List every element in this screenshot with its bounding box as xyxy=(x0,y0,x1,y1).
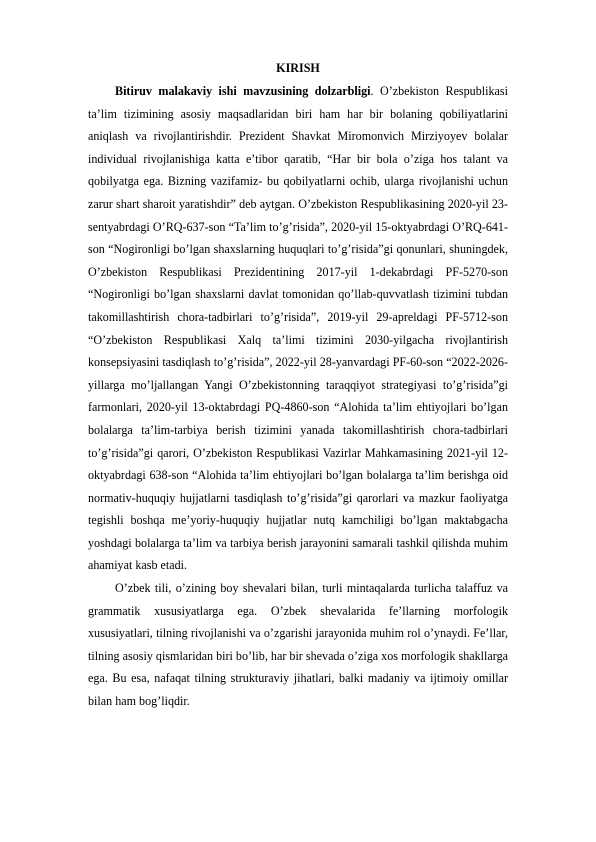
document-body xyxy=(88,56,508,713)
section-title: KIRISH xyxy=(276,61,320,75)
paragraph-relevance xyxy=(88,80,508,577)
paragraph-lead: Bitiruv malakaviy ishi mavzusining dolzarbligi xyxy=(115,84,371,98)
paragraph-text: . O’zbekiston Respublikasi ta’lim tizimining asosiy maqsadlaridan biri ham har bir bolaning qobiliyatlarini aniqlash va rivojlantirishdir. Prezident Shavkat Miromonvich Mirziyoyev bolalar individual rivojlanishiga katta e’tibor qaratib, “Har bir bola o’ziga hos talant va qobilyatga ega. Bizning vazifamiz- bu qobilyatlarni ochib, ularga rivojlanishi uchun zarur shart sharoit yaratishdir” deb aytgan. O’zbekiston Respublikasining 2020-yil 23-sentyabrdagi O’RQ-637-son “Ta’lim to’g’risida”, 2020-yil 15-oktyabrdagi O’RQ-641-son “Nogironligi bo’lgan shaxslarning huquqlari to’g’risida”gi qonunlari, shuningdek, O’zbekiston Respublikasi Prezidentining 2017-yil 1-dekabrdagi PF-5270-son “Nogironligi bo’lgan shaxslarni davlat tomonidan qo’llab-quvvatlash tizimini tubdan takomillashtirish chora-tadbirlari to’g’risida”, 2019-yil 29-apreldagi PF-5712-son “O’zbekiston Respublikasi Xalq ta’limi tizimini 2030-yilgacha rivojlantirish konsepsiyasini tasdiqlash to’g’risida”, 2022-yil 28-yanvardagi PF-60-son “2022-2026-yillarga mo’ljallangan Yangi O’zbekistonning taraqqiyot strategiyasi to’g’risida”gi farmonlari, 2020-yil 13-oktabrdagi PQ-4860-son “Alohida ta’lim ehtiyojlari bo’lgan bolalarga ta’lim-tarbiya berish tizimini yanada takomillashtirish chora-tadbirlari to’g’risida”gi qarori, O’zbekiston Respublikasi Vazirlar Mahkamasining 2021-yil 12-oktyabrdagi 638-son “Alohida ta’lim ehtiyojlari bo’lgan bolalarga ta’lim berishga oid normativ-huquqiy hujjatlarni tasdiqlash to’g’risida”gi qarorlari va mazkur faoliyatga tegishli boshqa me’yoriy-huquqiy hujjatlar nutq kamchiligi bo’lgan maktabgacha yoshdagi bolalarga ta’lim va tarbiya berish jarayonini samarali tashkil qilishda muhim ahamiyat kasb etadi. xyxy=(88,84,508,573)
paragraph-text: O’zbek tili, o’zining boy shevalari bilan, turli mintaqalarda turlicha talaffuz va grammatik xususiyatlarga ega. O’zbek shevalarida fe’llarning morfologik xususiyatlari, tilning rivojlanishi va o’zgarishi jarayonida muhim rol o’ynaydi. Fe’llar, tilning asosiy qismlaridan biri bo’lib, har bir shevada o’ziga xos morfologik shakllarga ega. Bu esa, nafaqat tilning strukturaviy jihatlari, balki madaniy va ijtimoiy omillar bilan ham bog’liqdir. xyxy=(88,581,508,709)
paragraph-dialects xyxy=(88,577,508,713)
